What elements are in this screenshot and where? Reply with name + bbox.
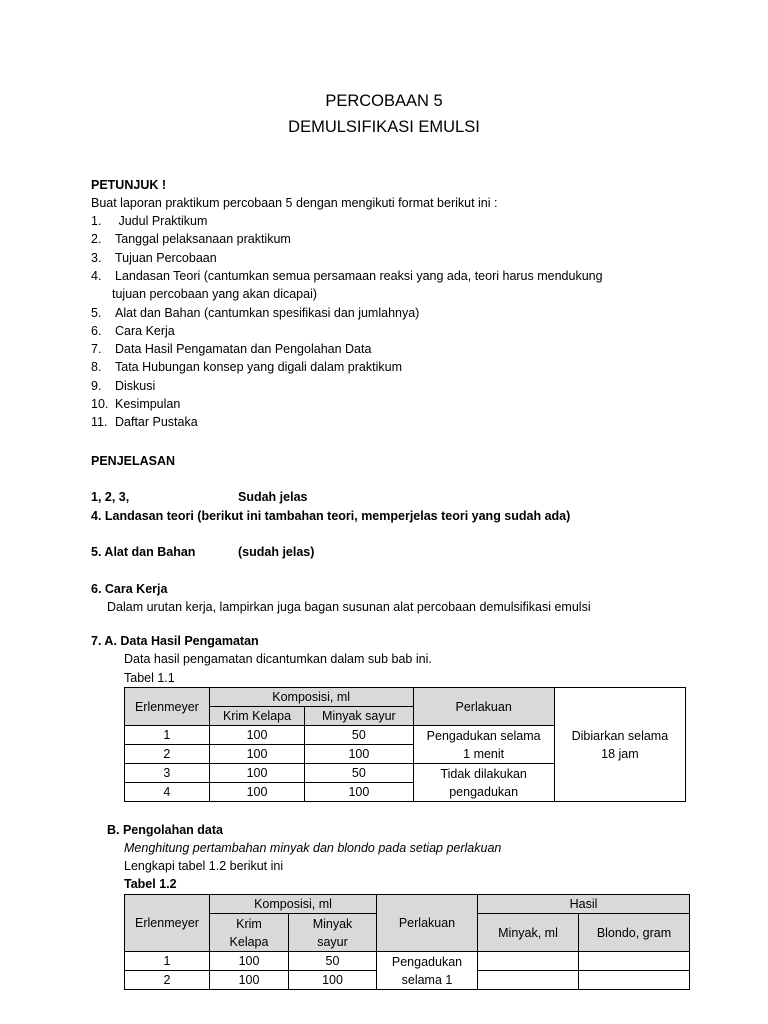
p7a-heading: 7. A. Data Hasil Pengamatan xyxy=(91,634,259,648)
p7a-text: Data hasil pengamatan dicantumkan dalam sub bab ini. xyxy=(124,652,432,666)
t1-row3-krim: 100 xyxy=(209,764,304,783)
petunjuk-item-text: Kesimpulan xyxy=(115,397,181,411)
petunjuk-item-number: 11. xyxy=(91,415,108,430)
petunjuk-item xyxy=(91,415,198,429)
t1-row2-krim: 100 xyxy=(209,745,304,764)
petunjuk-item xyxy=(91,342,371,356)
t2-header-erlenmeyer: Erlenmeyer xyxy=(125,895,210,952)
petunjuk-heading: PETUNJUK ! xyxy=(91,178,167,192)
petunjuk-item-text: Landasan Teori (cantumkan semua persamaan reaksi yang ada, teori harus mendukung xyxy=(115,268,603,283)
p123-value: Sudah jelas xyxy=(238,490,308,504)
p7b-text: Lengkapi tabel 1.2 berikut ini xyxy=(124,859,284,873)
t2-row1-hasil-minyak[interactable] xyxy=(478,952,579,971)
petunjuk-item-text: Tata Hubungan konsep yang digali dalam praktikum xyxy=(115,360,402,375)
t1-perlakuan-aduk xyxy=(413,726,554,764)
t2-row1-krim: 100 xyxy=(210,952,289,971)
t2-header-krim-line1: Krim xyxy=(236,916,262,931)
t2-perlakuan xyxy=(377,952,478,990)
petunjuk-item-text: Data Hasil Pengamatan dan Pengolahan Data xyxy=(115,342,372,357)
t1-perlakuan-aduk-line2: 1 menit xyxy=(463,746,505,761)
doc-title-line2: DEMULSIFIKASI EMULSI xyxy=(288,118,480,136)
t2-perlakuan-line1: Pengadukan xyxy=(391,954,463,969)
p6-heading: 6. Cara Kerja xyxy=(91,582,168,596)
petunjuk-item xyxy=(91,214,207,228)
t2-header-minyak-line1: Minyak xyxy=(312,916,353,931)
petunjuk-item xyxy=(91,379,155,393)
petunjuk-item-number: 7. xyxy=(91,342,102,357)
t2-header-minyak xyxy=(289,914,377,952)
t2-header-krim xyxy=(210,914,289,952)
t2-header-krim-line2: Kelapa xyxy=(229,934,269,949)
t2-row1-erlenmeyer: 1 xyxy=(125,952,210,971)
petunjuk-item-text: Alat dan Bahan (cantumkan spesifikasi dan jumlahnya) xyxy=(115,305,420,320)
t2-header-komposisi: Komposisi, ml xyxy=(210,895,377,914)
petunjuk-item xyxy=(91,397,180,411)
t2-header-hasil-minyak: Minyak, ml xyxy=(478,914,579,952)
t1-dibiarkan-line2: 18 jam xyxy=(601,746,639,761)
doc-title-line1: PERCOBAAN 5 xyxy=(325,92,443,110)
t1-header-krim: Krim Kelapa xyxy=(209,707,304,726)
t1-row3-erlenmeyer: 3 xyxy=(125,764,210,783)
petunjuk-item xyxy=(91,324,175,338)
petunjuk-item-text: Judul Praktikum xyxy=(115,214,208,228)
t1-row4-erlenmeyer: 4 xyxy=(125,783,210,802)
t1-perlakuan-aduk-line1: Pengadukan selama xyxy=(426,728,541,743)
t1-header-minyak: Minyak sayur xyxy=(305,707,413,726)
t2-header-hasil: Hasil xyxy=(478,895,690,914)
p5-value: (sudah jelas) xyxy=(238,545,315,559)
petunjuk-item xyxy=(91,306,419,320)
petunjuk-item-number: 9. xyxy=(91,378,102,393)
t1-row1-krim: 100 xyxy=(209,726,304,745)
t1-row1-erlenmeyer: 1 xyxy=(125,726,210,745)
t1-perlakuan-tidak-line1: Tidak dilakukan xyxy=(440,766,527,781)
petunjuk-item-text: Tujuan Percobaan xyxy=(115,250,217,265)
petunjuk-item-text: Tanggal pelaksanaan praktikum xyxy=(115,232,291,247)
p4-text: 4. Landasan teori (berikut ini tambahan teori, memperjelas teori yang sudah ada) xyxy=(91,509,571,523)
petunjuk-item-number: 10. xyxy=(91,397,109,411)
penjelasan-heading: PENJELASAN xyxy=(91,454,176,468)
petunjuk-item xyxy=(91,251,217,265)
t2-row2-hasil-minyak[interactable] xyxy=(478,971,579,990)
t1-row4-krim: 100 xyxy=(209,783,304,802)
petunjuk-item-continuation: tujuan percobaan yang akan dicapai) xyxy=(112,287,318,302)
t2-row2-erlenmeyer: 2 xyxy=(125,971,210,990)
t2-header-perlakuan: Perlakuan xyxy=(377,895,478,952)
petunjuk-item-number: 2. xyxy=(91,232,102,247)
t1-row2-erlenmeyer: 2 xyxy=(125,745,210,764)
p6-text: Dalam urutan kerja, lampirkan juga bagan susunan alat percobaan demulsifikasi emulsi xyxy=(107,600,591,614)
petunjuk-item-text: Daftar Pustaka xyxy=(115,415,198,430)
t2-row2-minyak: 100 xyxy=(289,971,377,990)
t1-row4-minyak: 100 xyxy=(305,783,413,802)
table2-caption: Tabel 1.2 xyxy=(124,877,177,891)
t2-header-minyak-line2: sayur xyxy=(317,934,348,949)
petunjuk-item-text: Diskusi xyxy=(115,378,156,393)
t1-perlakuan-tidak xyxy=(413,764,554,802)
table-1-1 xyxy=(124,687,686,802)
t2-row2-krim: 100 xyxy=(210,971,289,990)
p5-label: 5. Alat dan Bahan xyxy=(91,545,196,559)
petunjuk-item xyxy=(91,269,603,283)
t1-dibiarkan-cell xyxy=(554,688,685,802)
t1-header-erlenmeyer: Erlenmeyer xyxy=(125,688,210,726)
t1-row1-minyak: 50 xyxy=(305,726,413,745)
p123-label: 1, 2, 3, xyxy=(91,490,130,504)
t2-row1-hasil-blondo[interactable] xyxy=(579,952,690,971)
petunjuk-item-number: 1. xyxy=(91,214,102,228)
petunjuk-item-number: 6. xyxy=(91,323,102,338)
petunjuk-item-text: Cara Kerja xyxy=(115,323,175,338)
t2-perlakuan-line2: selama 1 xyxy=(401,972,453,987)
p7b-heading: B. Pengolahan data xyxy=(107,823,223,837)
petunjuk-item xyxy=(91,232,291,246)
t1-header-komposisi: Komposisi, ml xyxy=(209,688,413,707)
petunjuk-item-number: 4. xyxy=(91,268,102,283)
t1-perlakuan-tidak-line2: pengadukan xyxy=(449,784,519,799)
t1-row2-minyak: 100 xyxy=(305,745,413,764)
t2-row1-minyak: 50 xyxy=(289,952,377,971)
t1-dibiarkan-line1: Dibiarkan selama xyxy=(571,728,669,743)
petunjuk-intro: Buat laporan praktikum percobaan 5 dengan mengikuti format berikut ini : xyxy=(91,196,498,210)
petunjuk-item-number: 5. xyxy=(91,305,102,320)
t2-row2-hasil-blondo[interactable] xyxy=(579,971,690,990)
petunjuk-item-number: 8. xyxy=(91,360,102,375)
petunjuk-item xyxy=(91,360,402,374)
table1-caption: Tabel 1.1 xyxy=(124,671,175,685)
t1-row3-minyak: 50 xyxy=(305,764,413,783)
petunjuk-item-number: 3. xyxy=(91,250,102,265)
t1-header-perlakuan: Perlakuan xyxy=(413,688,554,726)
table-1-2 xyxy=(124,894,690,990)
t2-header-hasil-blondo: Blondo, gram xyxy=(579,914,690,952)
p7b-italic: Menghitung pertambahan minyak dan blondo pada setiap perlakuan xyxy=(124,841,502,855)
